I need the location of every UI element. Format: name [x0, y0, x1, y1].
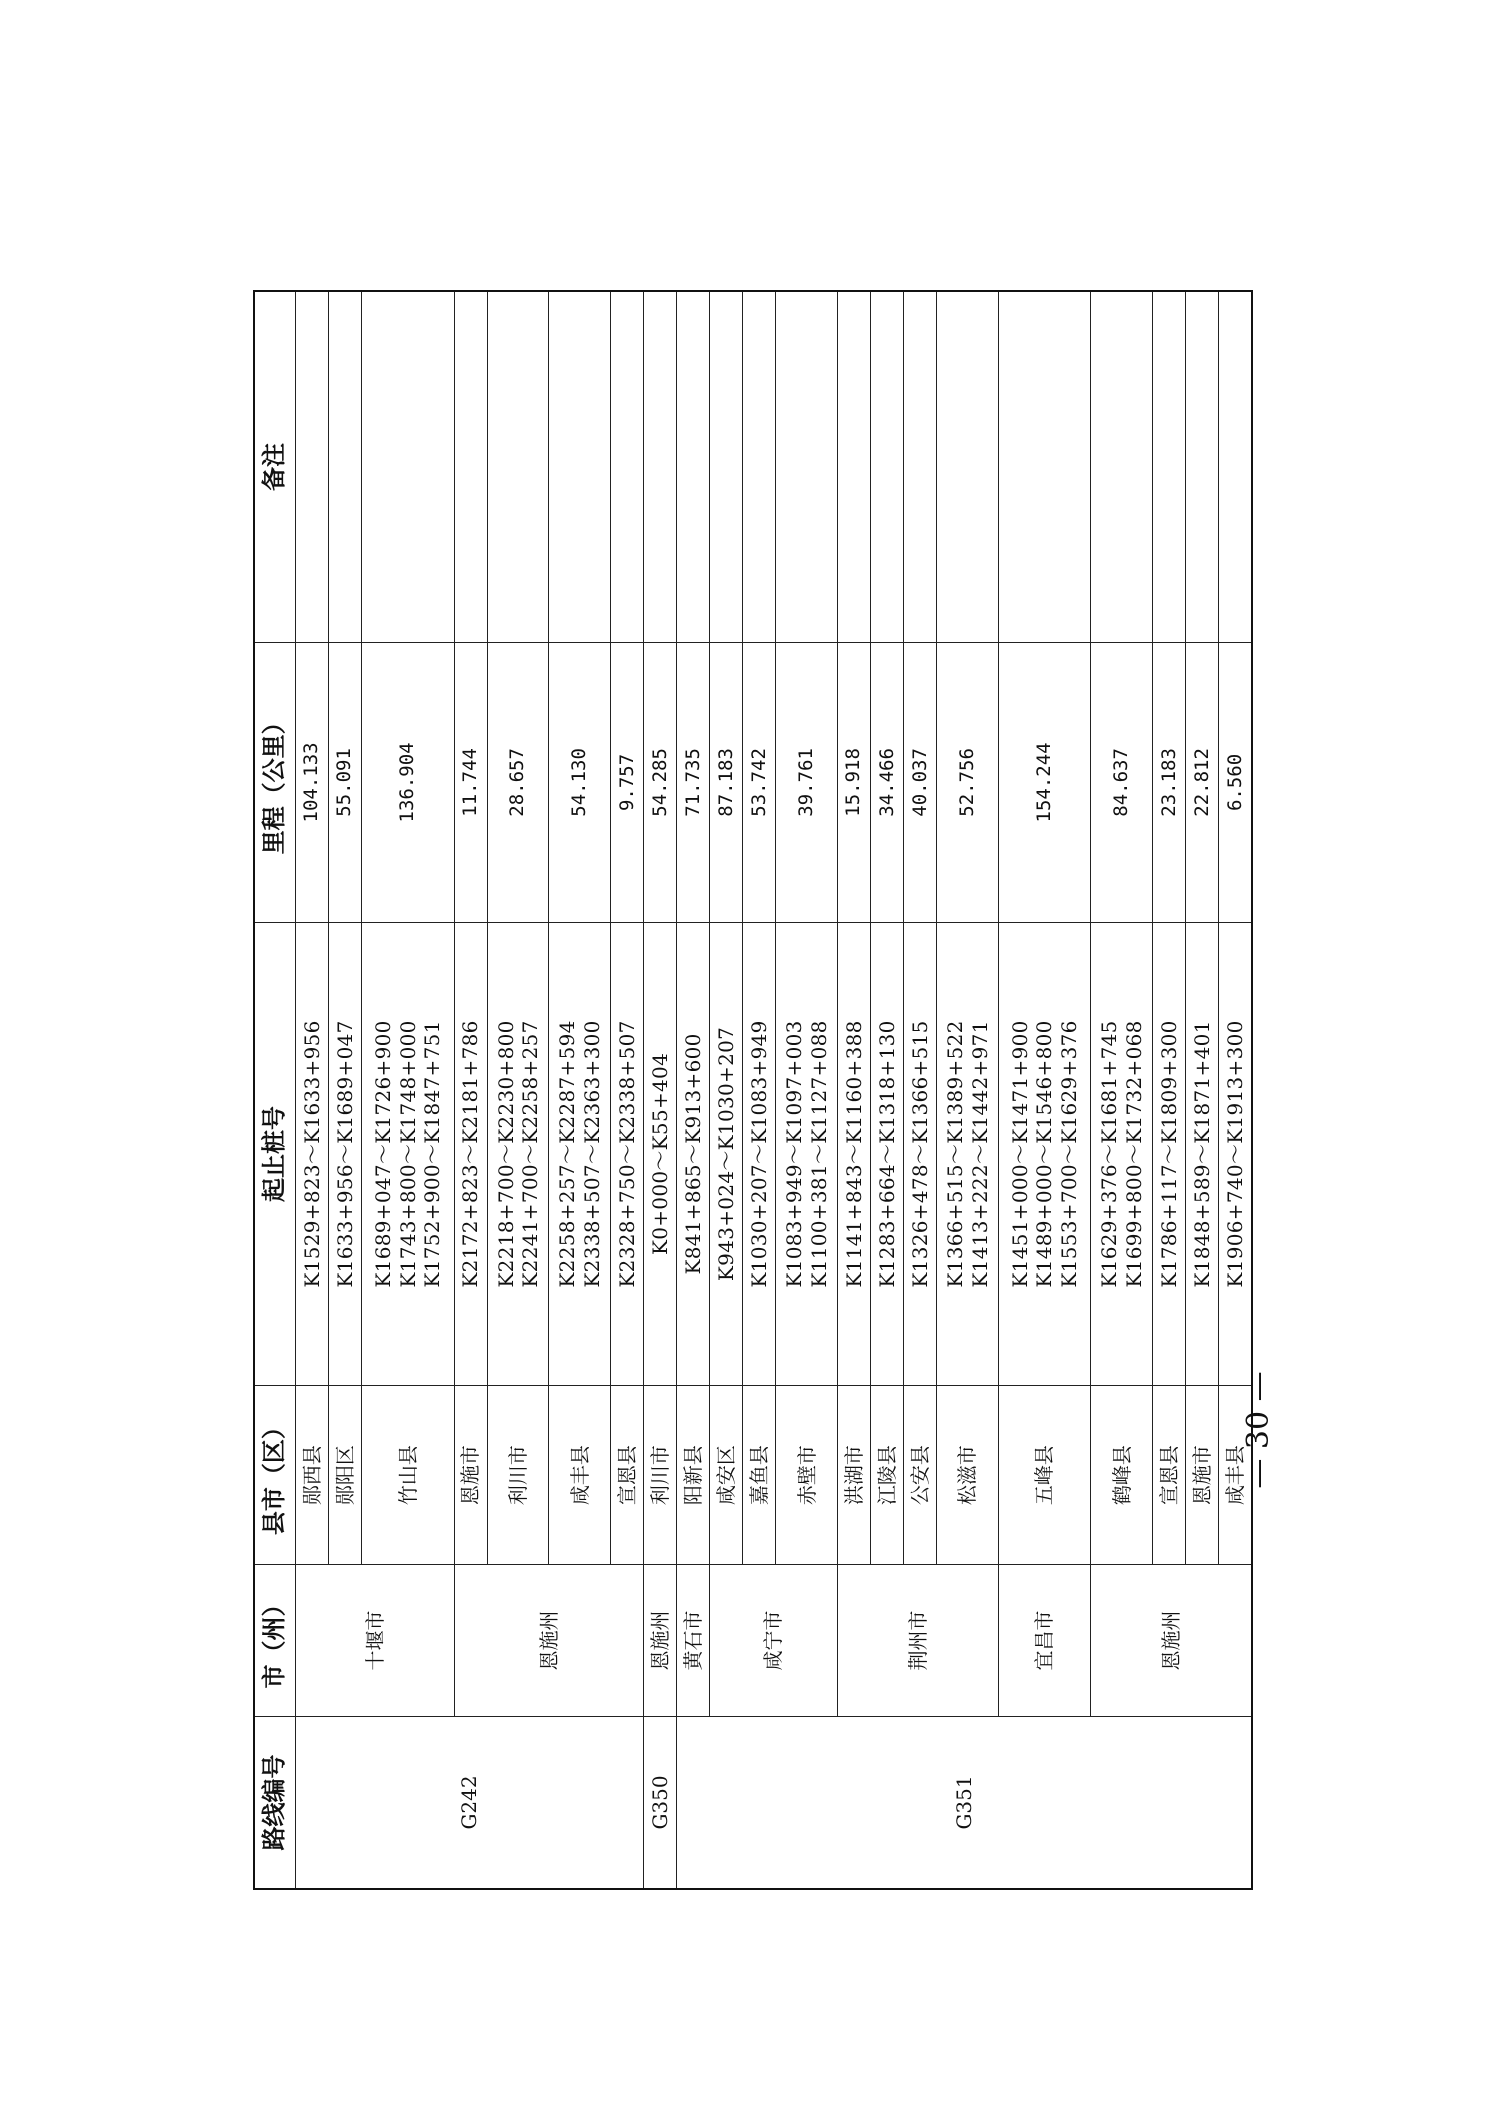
stake-line: K1848+589～K1871+401 [1190, 1020, 1215, 1288]
header-stake: 起止桩号 [254, 922, 296, 1385]
stake-line: K1283+664～K1318+130 [874, 1020, 899, 1288]
stake-cell [454, 922, 487, 1385]
stake-cell [611, 922, 644, 1385]
county-cell: 阳新县 [677, 1386, 710, 1565]
county-cell: 郧阳区 [329, 1386, 362, 1565]
stake-line: K1141+843～K1160+388 [841, 1020, 866, 1288]
note-cell [743, 291, 776, 643]
stake-cell [487, 922, 549, 1385]
note-cell [454, 291, 487, 643]
county-cell: 郧西县 [296, 1386, 329, 1565]
city-cell: 十堰市 [296, 1565, 455, 1717]
mileage-cell: 54.285 [644, 643, 677, 923]
county-cell: 咸丰县 [1219, 1386, 1252, 1565]
mileage-cell: 23.183 [1153, 643, 1186, 923]
route-table [253, 290, 1253, 1890]
table-row [998, 291, 1091, 1889]
stake-line: K1030+207～K1083+949 [747, 1020, 772, 1288]
header-mileage: 里程（公里） [254, 643, 296, 923]
county-cell: 宣恩县 [1153, 1386, 1186, 1565]
county-cell: 洪湖市 [838, 1386, 871, 1565]
route-cell: G350 [644, 1716, 677, 1889]
county-cell: 竹山县 [362, 1386, 455, 1565]
mileage-cell: 136.904 [362, 643, 455, 923]
note-cell [710, 291, 743, 643]
mileage-cell: 54.130 [549, 643, 611, 923]
county-cell: 嘉鱼县 [743, 1386, 776, 1565]
stake-cell [838, 922, 871, 1385]
county-cell: 鹤峰县 [1091, 1386, 1153, 1565]
city-cell: 恩施州 [1091, 1565, 1252, 1717]
stake-line: K1413+222～K1442+971 [967, 1020, 992, 1288]
county-cell: 咸安区 [710, 1386, 743, 1565]
stake-cell [1219, 922, 1252, 1385]
stake-cell [937, 922, 999, 1385]
stake-cell [743, 922, 776, 1385]
stake-line: K2258+257～K2287+594 [555, 1020, 580, 1288]
note-cell [1091, 291, 1153, 643]
stake-line: K1326+478～K1366+515 [907, 1020, 932, 1288]
table-row [677, 291, 710, 1889]
mileage-cell: 28.657 [487, 643, 549, 923]
city-cell: 荆州市 [838, 1565, 999, 1717]
stake-line: K1100+381～K1127+088 [806, 1020, 831, 1288]
table-row [710, 291, 743, 1889]
city-cell: 黄石市 [677, 1565, 710, 1717]
note-cell [1219, 291, 1252, 643]
stake-line: K2241+700～K2258+257 [518, 1020, 543, 1288]
stake-cell [549, 922, 611, 1385]
note-cell [362, 291, 455, 643]
note-cell [998, 291, 1091, 643]
stake-cell [710, 922, 743, 1385]
stake-line: K1743+800～K1748+000 [395, 1020, 420, 1288]
county-cell: 恩施市 [454, 1386, 487, 1565]
stake-cell [904, 922, 937, 1385]
city-cell: 宜昌市 [998, 1565, 1091, 1717]
header-city: 市（州） [254, 1565, 296, 1717]
county-cell: 赤壁市 [776, 1386, 838, 1565]
stake-line: K1553+700～K1629+376 [1056, 1020, 1081, 1288]
stake-line: K2218+700～K2230+800 [493, 1020, 518, 1288]
city-cell: 咸宁市 [710, 1565, 838, 1717]
note-cell [1153, 291, 1186, 643]
county-cell: 江陵县 [871, 1386, 904, 1565]
county-cell: 松滋市 [937, 1386, 999, 1565]
table-row [1091, 291, 1153, 1889]
mileage-cell: 40.037 [904, 643, 937, 923]
stake-line: K2172+823～K2181+786 [458, 1020, 483, 1288]
mileage-cell: 53.742 [743, 643, 776, 923]
note-cell [329, 291, 362, 643]
table-row [838, 291, 871, 1889]
mileage-cell: 104.133 [296, 643, 329, 923]
mileage-cell: 11.744 [454, 643, 487, 923]
stake-cell [998, 922, 1091, 1385]
stake-line: K0+000～K55+404 [647, 1052, 672, 1256]
county-cell: 五峰县 [998, 1386, 1091, 1565]
note-cell [1186, 291, 1219, 643]
county-cell: 利川市 [487, 1386, 549, 1565]
stake-cell [1091, 922, 1153, 1385]
stake-line: K1629+376～K1681+745 [1097, 1020, 1122, 1288]
county-cell: 咸丰县 [549, 1386, 611, 1565]
county-cell: 宣恩县 [611, 1386, 644, 1565]
table-row [296, 291, 329, 1889]
stake-cell [362, 922, 455, 1385]
stake-line: K1752+900～K1847+751 [420, 1020, 445, 1288]
stake-line: K943+024～K1030+207 [714, 1026, 739, 1282]
page-number: — 30 — [1241, 1371, 1276, 1489]
stake-line: K1633+956～K1689+047 [332, 1020, 357, 1288]
note-cell [838, 291, 871, 643]
county-cell: 公安县 [904, 1386, 937, 1565]
stake-line: K1689+047～K1726+900 [371, 1020, 396, 1288]
route-cell: G351 [677, 1716, 1252, 1889]
note-cell [904, 291, 937, 643]
city-cell: 恩施州 [454, 1565, 644, 1717]
stake-line: K1529+823～K1633+956 [299, 1020, 324, 1288]
header-county: 县市（区） [254, 1386, 296, 1565]
stake-line: K1699+800～K1732+068 [1121, 1020, 1146, 1288]
stake-cell [1153, 922, 1186, 1385]
stake-line: K1083+949～K1097+003 [782, 1020, 807, 1288]
mileage-cell: 39.761 [776, 643, 838, 923]
stake-cell [776, 922, 838, 1385]
mileage-cell: 22.812 [1186, 643, 1219, 923]
table-header-row [254, 291, 296, 1889]
mileage-cell: 55.091 [329, 643, 362, 923]
mileage-cell: 52.756 [937, 643, 999, 923]
note-cell [611, 291, 644, 643]
mileage-cell: 154.244 [998, 643, 1091, 923]
stake-line: K1451+000～K1471+900 [1008, 1020, 1033, 1288]
stake-line: K2338+507～K2363+300 [579, 1020, 604, 1288]
mileage-cell: 6.560 [1219, 643, 1252, 923]
mileage-cell: 15.918 [838, 643, 871, 923]
stake-cell [1186, 922, 1219, 1385]
stake-cell [677, 922, 710, 1385]
route-cell: G242 [296, 1716, 644, 1889]
rotated-page [183, 250, 1283, 1890]
stake-line: K1786+117～K1809+300 [1156, 1020, 1181, 1288]
stake-cell [296, 922, 329, 1385]
mileage-cell: 9.757 [611, 643, 644, 923]
note-cell [644, 291, 677, 643]
note-cell [776, 291, 838, 643]
mileage-cell: 71.735 [677, 643, 710, 923]
note-cell [677, 291, 710, 643]
note-cell [487, 291, 549, 643]
stake-cell [644, 922, 677, 1385]
stake-line: K1906+740～K1913+300 [1222, 1020, 1247, 1288]
stake-line: K1366+515～K1389+522 [943, 1020, 968, 1288]
stake-line: K2328+750～K2338+507 [614, 1020, 639, 1288]
table-row [644, 291, 677, 1889]
note-cell [296, 291, 329, 643]
city-cell: 恩施州 [644, 1565, 677, 1717]
table-row [454, 291, 487, 1889]
stake-line: K1489+000～K1546+800 [1032, 1020, 1057, 1288]
county-cell: 利川市 [644, 1386, 677, 1565]
note-cell [549, 291, 611, 643]
note-cell [937, 291, 999, 643]
stake-cell [329, 922, 362, 1385]
mileage-cell: 87.183 [710, 643, 743, 923]
mileage-cell: 84.637 [1091, 643, 1153, 923]
stake-cell [871, 922, 904, 1385]
mileage-cell: 34.466 [871, 643, 904, 923]
header-route: 路线编号 [254, 1716, 296, 1889]
county-cell: 恩施市 [1186, 1386, 1219, 1565]
note-cell [871, 291, 904, 643]
header-note: 备注 [254, 291, 296, 643]
stake-line: K841+865～K913+600 [681, 1033, 706, 1275]
